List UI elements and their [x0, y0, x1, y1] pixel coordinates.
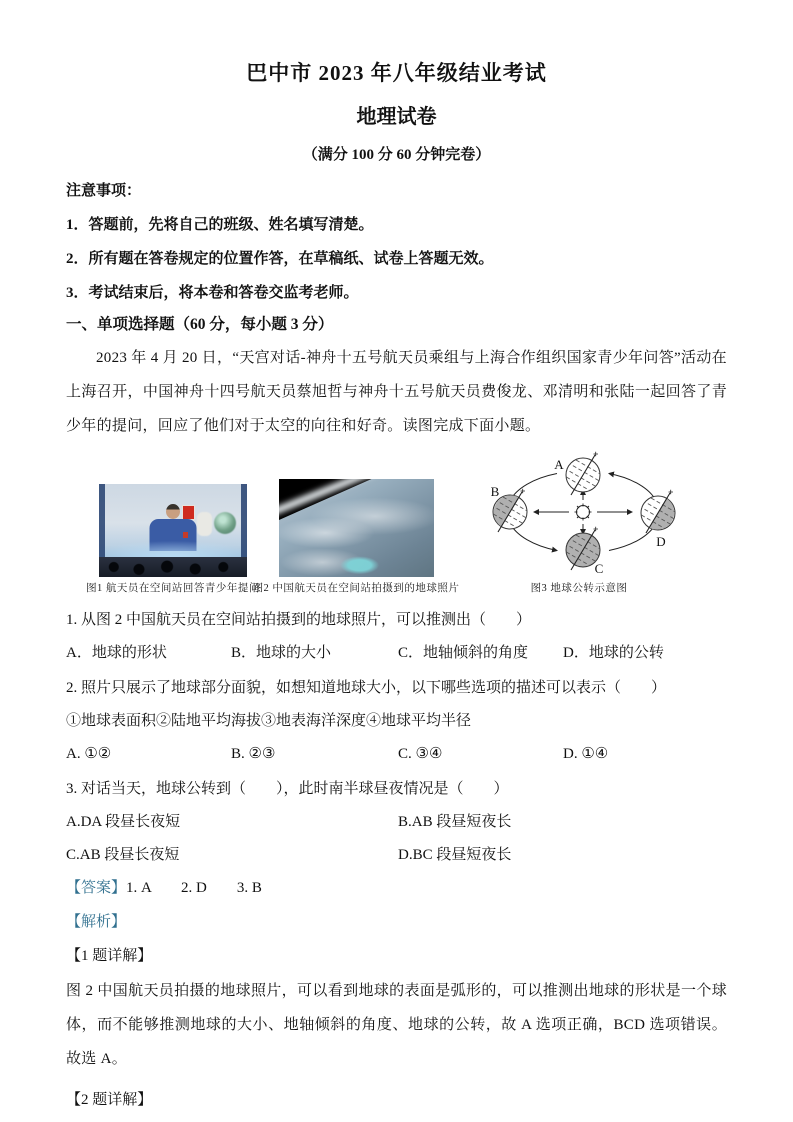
paper-subtitle: 地理试卷: [356, 106, 437, 128]
option-1a: A．地球的形状: [66, 645, 167, 661]
option-2b: B. ②③: [231, 746, 276, 762]
audience-silhouettes: [99, 557, 247, 577]
china-flag-patch: [183, 506, 194, 519]
figure-2: [252, 479, 460, 595]
figure-3-caption: 图3 地球公转示意图: [530, 583, 628, 594]
notice-item-1: 1．答题前，先将自己的班级、姓名填写清楚。: [66, 217, 374, 233]
answer-values: 1. A 2. D 3. B: [126, 880, 262, 896]
page-title: 巴中市 2023 年八年级结业考试: [246, 61, 547, 85]
space-background: [279, 479, 434, 577]
option-1b: B．地球的大小: [231, 645, 332, 661]
option-1d: D．地球的公转: [563, 645, 664, 661]
option-1c: C．地轴倾斜的角度: [398, 645, 529, 661]
question-3-options-row-2: [66, 845, 727, 865]
earth-position-a: [561, 452, 605, 495]
question-1-options: [66, 643, 727, 663]
option-2a: A. ①②: [66, 746, 112, 762]
astronaut-head: [166, 504, 180, 519]
question-3-options-row-1: [66, 812, 727, 832]
option-2d: D. ①④: [563, 746, 609, 762]
option-3c: C.AB 段昼长夜短: [66, 847, 180, 863]
option-3a: A.DA 段昼长夜短: [66, 814, 181, 830]
figure-1-photo-astronaut-screen: [99, 484, 247, 577]
detail-1-text: 图 2 中国航天员拍摄的地球照片，可以看到地球的表面是弧形的，可以推测出地球的形状是一个球体，而不能够推测地球的大小、地轴倾斜的角度、地球的公转，故 A 选项正确，BCD 选项错误。故选 A。: [66, 983, 727, 1067]
analysis-line: [66, 912, 727, 932]
screen-glow: [99, 533, 247, 559]
earth-position-d: [636, 490, 680, 533]
answer-line: [66, 878, 727, 898]
figures-row: [86, 445, 727, 595]
orbit-label-b: B: [490, 484, 500, 499]
orbit-label-a: A: [554, 457, 564, 472]
section-heading: 一、单项选择题（60 分，每小题 3 分）: [66, 316, 334, 333]
detail-2-label: 【2 题详解】: [66, 1092, 153, 1108]
analysis-label: 【解析】: [66, 914, 127, 930]
figure-2-photo-earth-from-space: [279, 479, 434, 577]
question-1-stem: 1. 从图 2 中国航天员在空间站拍摄到的地球照片，可以推测出（ ）: [66, 612, 532, 628]
figure-2-caption: 图2 中国航天员在空间站拍摄到的地球照片: [252, 583, 460, 594]
earth-revolution-diagram: [473, 445, 685, 577]
orbit-label-c: C: [594, 561, 604, 576]
option-2c: C. ③④: [398, 746, 443, 762]
question-3-stem: 3. 对话当天，地球公转到（ ），此时南半球昼夜情况是（ ）: [66, 781, 509, 797]
figure-3: [460, 445, 698, 595]
notice-heading: 注意事项：: [66, 183, 142, 199]
figure-1-caption: 图1 航天员在空间站回答青少年提问: [86, 583, 260, 594]
globe-prop: [214, 512, 236, 534]
screen-edge-right: [241, 484, 247, 557]
figure-1: [86, 484, 260, 595]
question-2-options: [66, 744, 727, 764]
detail-1-label: 【1 题详解】: [66, 948, 153, 964]
question-2-items: ①地球表面积②陆地平均海拔③地表海洋深度④地球平均半径: [66, 713, 472, 729]
notice-item-3: 3．考试结束后，将本卷和答卷交监考老师。: [66, 285, 359, 301]
screen-edge-left: [99, 484, 105, 557]
answer-label: 【答案】: [66, 880, 127, 896]
question-2-stem: 2. 照片只展示了地球部分面貌，如想知道地球大小，以下哪些选项的描述可以表示（ ）: [66, 680, 667, 696]
sun-icon: [575, 504, 592, 521]
option-3d: D.BC 段昼短夜长: [398, 847, 512, 863]
orbit-label-d: D: [656, 534, 666, 549]
option-3b: B.AB 段昼短夜长: [398, 814, 512, 830]
score-note: （满分 100 分 60 分钟完卷）: [302, 147, 491, 163]
intro-paragraph: 2023 年 4 月 20 日，“天宫对话-神舟十五号航天员乘组与上海合作组织国家青少年问答”活动在上海召开，中国神舟十四号航天员蔡旭哲与神舟十五号航天员费俊龙、邓清明和张陆一起回答了青少年的提问，回应了他们对于太空的向往和好奇。读图完成下面小题。: [66, 350, 727, 434]
notice-item-2: 2．所有题在答卷规定的位置作答，在草稿纸、试卷上答题无效。: [66, 251, 494, 267]
